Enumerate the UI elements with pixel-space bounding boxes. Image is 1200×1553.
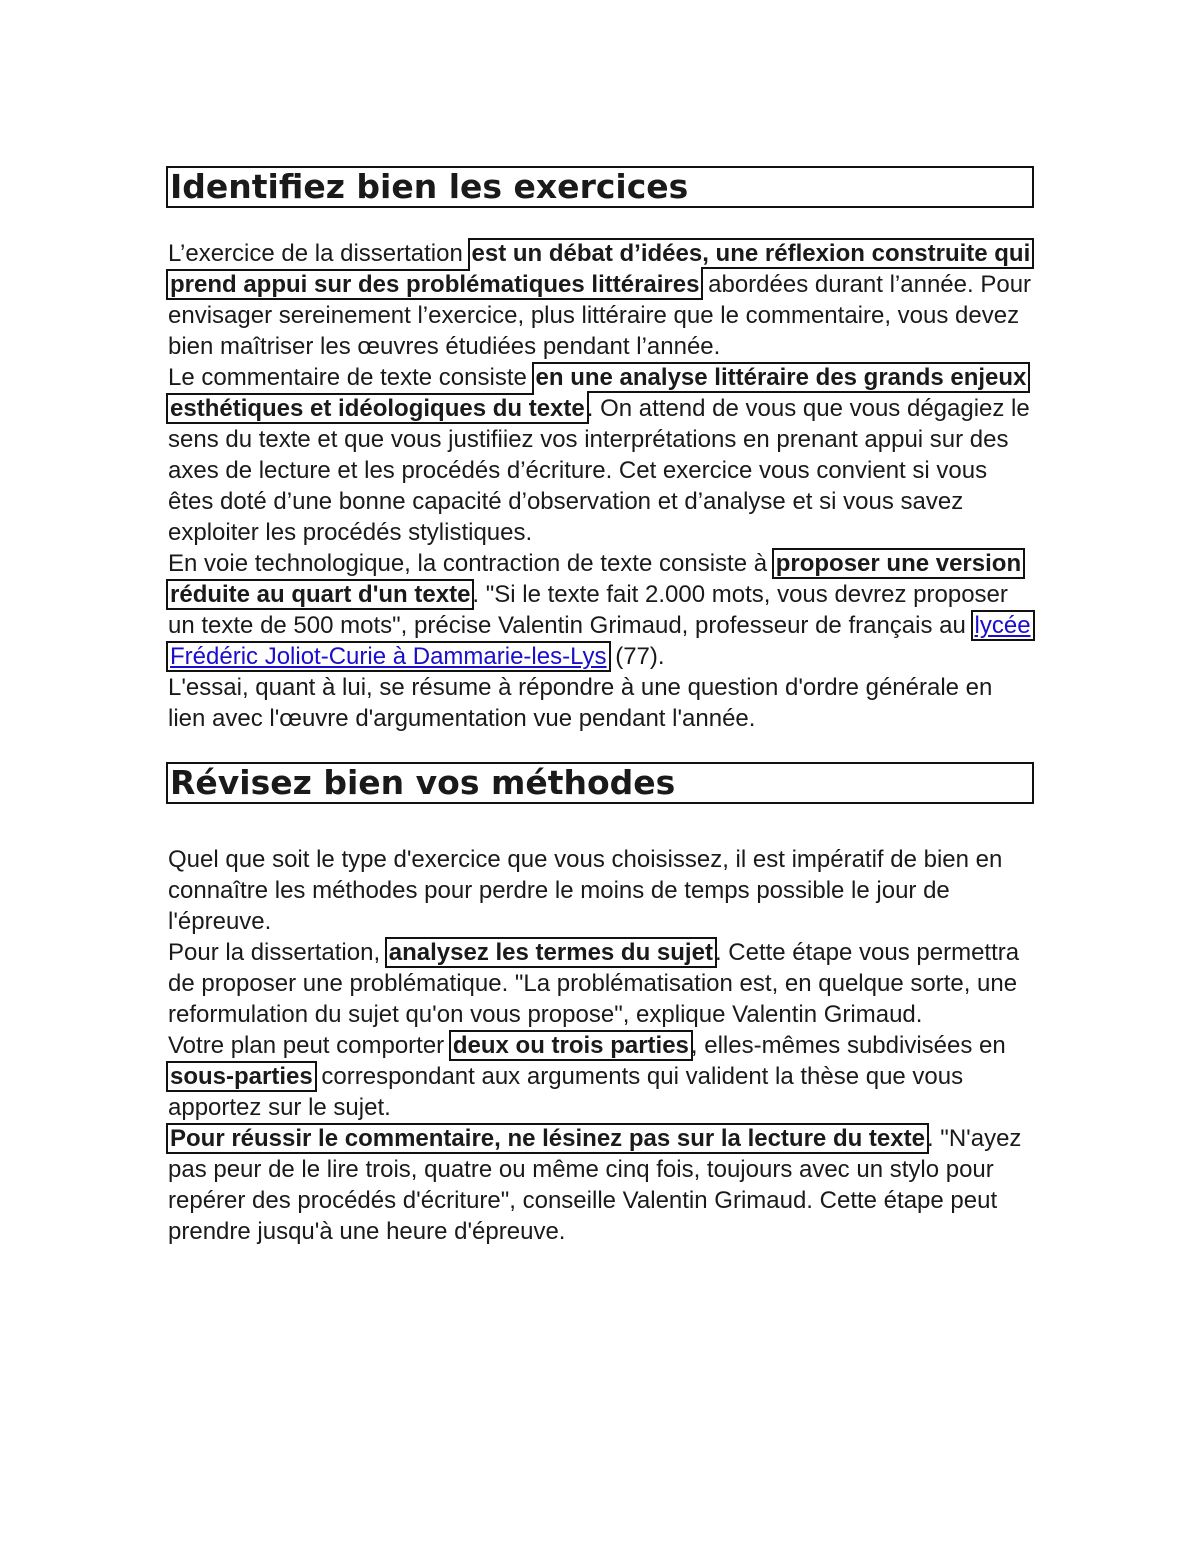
highlighted-phrase: sous-parties <box>170 1063 313 1090</box>
text-run: Votre plan peut comporter <box>168 1032 451 1059</box>
highlighted-phrase: analysez les termes du sujet <box>388 939 713 966</box>
highlighted-phrase: en une analyse littéraire des grands enjeux esthétiques et idéologiques du texte <box>170 364 1027 422</box>
text-run: . On attend de vous que vous dégagiez le sens du texte et que vous justifiiez vos interprétations en prenant appui sur des axes de lecture et les procédés d’écriture. Cet exercice vous convient si vous êtes doté d’une bonne capacité d’observation et d’analyse et si vous savez exploiter les procédés stylistiques. <box>168 395 1030 546</box>
text-run: . "N'ayez pas peur de le lire trois, quatre ou même cinq fois, toujours avec un stylo pour repérer des procédés d'écriture", conseille Valentin Grimaud. Cette étape peut prendre jusqu'à une heure d'épreuve. <box>168 1125 1022 1245</box>
paragraph-commentaire-methode <box>166 1123 1034 1247</box>
text-run: , elles-mêmes subdivisées en <box>690 1032 1006 1059</box>
paragraph-dissertation <box>166 238 1034 362</box>
text-run: En voie technologique, la contraction de texte consiste à <box>168 550 774 577</box>
paragraph-contraction <box>166 548 1034 672</box>
highlighted-phrase: est un débat d’idées, une réflexion construite qui prend appui sur des problématiques littéraires <box>170 240 1031 298</box>
highlighted-phrase: proposer une version réduite au quart d'un texte <box>170 550 1022 608</box>
text-run: correspondant aux arguments qui valident la thèse que vous apportez sur le sujet. <box>168 1063 964 1121</box>
paragraph-methodes-intro <box>166 844 1034 937</box>
section-heading-exercices: Identifiez bien les exercices <box>166 166 1034 208</box>
text-run: abordées durant l’année. Pour envisager sereinement l’exercice, plus littéraire que le commentaire, vous devez bien maîtriser les œuvres étudiées pendant l’année. <box>168 271 1032 360</box>
paragraph-essai <box>166 672 1034 734</box>
paragraph-plan <box>166 1030 1034 1123</box>
text-run: Quel que soit le type d'exercice que vous choisissez, il est impératif de bien en connaître les méthodes pour perdre le moins de temps possible le jour de l'épreuve. <box>168 846 1003 935</box>
highlighted-phrase: deux ou trois parties <box>452 1032 689 1059</box>
text-run: . "Si le texte fait 2.000 mots, vous devrez proposer un texte de 500 mots", précise Valentin Grimaud, professeur de français au <box>168 581 1008 639</box>
paragraph-commentaire <box>166 362 1034 548</box>
lycee-link[interactable]: lycée Frédéric Joliot-Curie à Dammarie-les-Lys <box>170 612 1031 670</box>
text-run: . Cette étape vous permettra de proposer une problématique. "La problématisation est, en quelque sorte, une reformulation du sujet qu'on vous propose", explique Valentin Grimaud. <box>168 939 1020 1028</box>
section-heading-methodes: Révisez bien vos méthodes <box>166 762 1034 804</box>
section-methodes <box>166 762 1034 1247</box>
text-run: Le commentaire de texte consiste <box>168 364 534 391</box>
text-run: (77). <box>608 643 665 670</box>
paragraph-dissertation-methode <box>166 937 1034 1030</box>
highlighted-phrase: Pour réussir le commentaire, ne lésinez pas sur la lecture du texte <box>170 1125 925 1152</box>
document-page <box>166 166 1034 1247</box>
text-run: L’exercice de la dissertation <box>168 240 470 267</box>
text-run: Pour la dissertation, <box>168 939 387 966</box>
text-run: L'essai, quant à lui, se résume à répondre à une question d'ordre générale en lien avec l'œuvre d'argumentation vue pendant l'année. <box>168 674 993 732</box>
